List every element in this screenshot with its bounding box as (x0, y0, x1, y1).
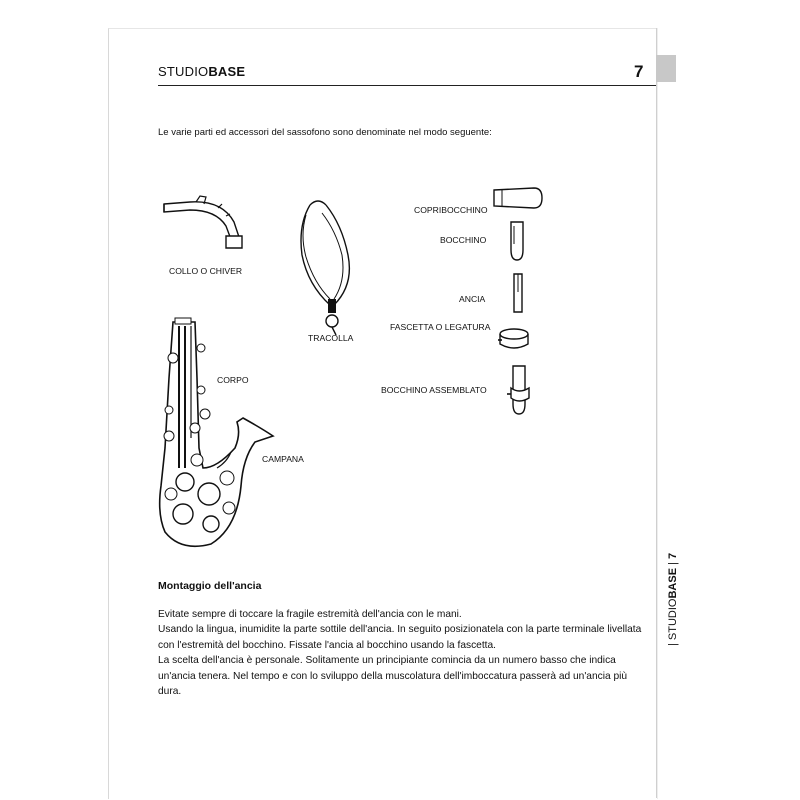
label-mouthpiece-cap: COPRIBOCCHINO (414, 205, 488, 215)
label-neck: COLLO O CHIVER (169, 266, 243, 276)
page-header (158, 62, 658, 84)
reed-illustration (510, 272, 526, 316)
ligature-illustration (496, 326, 532, 352)
section-body (158, 607, 648, 699)
page-number: 7 (634, 62, 644, 81)
assembled-mouthpiece-illustration (505, 364, 535, 416)
section-title: Montaggio dell'ancia (158, 580, 262, 592)
strap-illustration (296, 195, 366, 340)
header-rule (158, 85, 656, 86)
paragraph: Evitate sempre di toccare la fragile estremità dell'ancia con le mani. (158, 609, 462, 620)
mouthpiece-illustration (507, 220, 527, 262)
label-assembled-mouthpiece: BOCCHINO ASSEMBLATO (381, 385, 487, 395)
label-strap: TRACOLLA (308, 333, 354, 343)
brand-logo: STUDIOBASE (158, 64, 246, 79)
label-ligature: FASCETTA O LEGATURA (390, 322, 491, 332)
label-bell: CAMPANA (262, 454, 304, 464)
paragraph: Usando la lingua, inumidite la parte sottile dell'ancia. In seguito posizionatela con la parte terminale livellata con l'estremità del bocchino. Fissate l'ancia al bocchino usando la fascetta. (158, 624, 642, 651)
corner-tab (656, 55, 676, 82)
page-edge-line (656, 28, 657, 798)
intro-text: Le varie parti ed accessori del sassofono sono denominate nel modo seguente: (158, 127, 492, 138)
saxophone-illustration (155, 318, 275, 550)
label-body: CORPO (217, 375, 249, 385)
side-tab: | STUDIOBASE | 7 (667, 552, 679, 646)
label-mouthpiece: BOCCHINO (440, 235, 487, 245)
paragraph: La scelta dell'ancia è personale. Solitamente un principiante comincia da un numero basso che indica un'ancia tenera. Nel tempo e con lo sviluppo della muscolatura dell'imboccatura passerà ad un'ancia più dura. (158, 655, 628, 698)
mouthpiece-cap-illustration (490, 186, 546, 212)
neck-illustration (160, 196, 250, 256)
label-reed: ANCIA (459, 294, 486, 304)
